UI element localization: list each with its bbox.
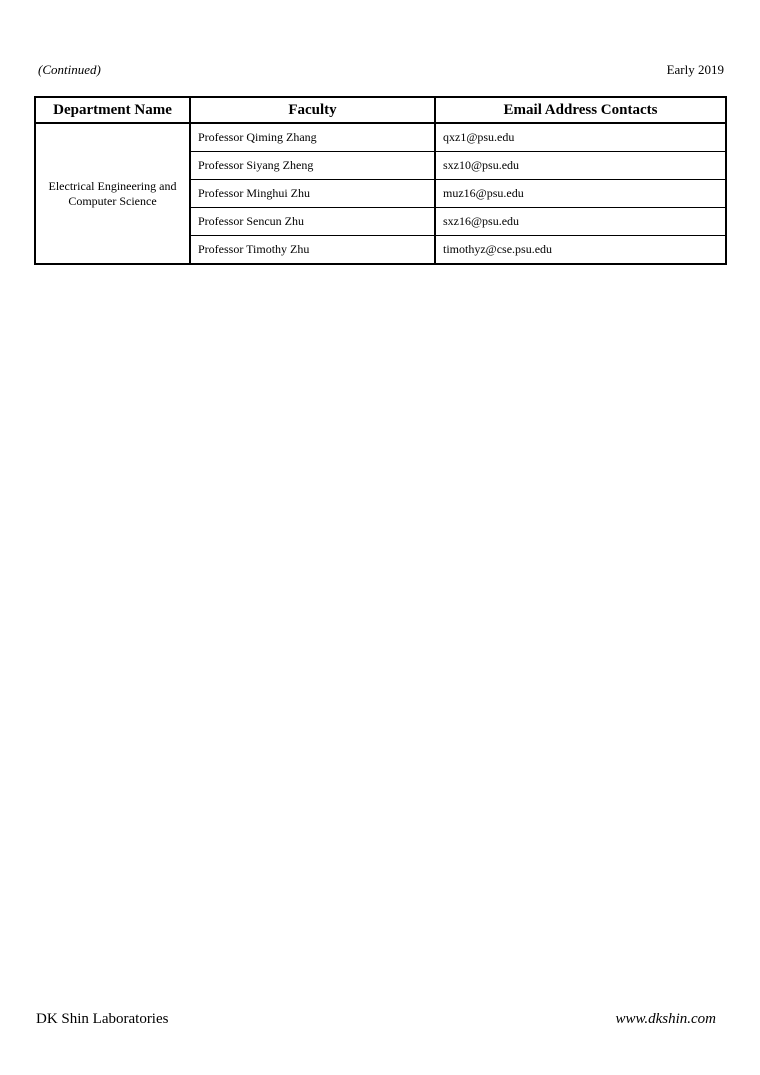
column-header-email: Email Address Contacts	[435, 97, 726, 123]
footer-organization: DK Shin Laboratories	[36, 1011, 169, 1027]
table-row	[35, 123, 726, 152]
column-header-faculty: Faculty	[190, 97, 435, 123]
email-cell[interactable]: sxz16@psu.edu	[435, 208, 726, 236]
email-cell[interactable]: muz16@psu.edu	[435, 180, 726, 208]
faculty-table-container	[34, 96, 725, 265]
footer-website-link[interactable]: www.dkshin.com	[615, 1011, 716, 1027]
faculty-table	[34, 96, 727, 265]
faculty-cell: Professor Sencun Zhu	[190, 208, 435, 236]
faculty-cell: Professor Qiming Zhang	[190, 123, 435, 152]
column-header-department: Department Name	[35, 97, 190, 123]
department-cell: Electrical Engineering and Computer Science	[35, 123, 190, 264]
table-header-row	[35, 97, 726, 123]
date-label: Early 2019	[666, 62, 724, 77]
continued-label: (Continued)	[38, 62, 101, 77]
faculty-cell: Professor Siyang Zheng	[190, 152, 435, 180]
email-cell[interactable]: sxz10@psu.edu	[435, 152, 726, 180]
faculty-cell: Professor Minghui Zhu	[190, 180, 435, 208]
email-cell[interactable]: timothyz@cse.psu.edu	[435, 236, 726, 265]
email-cell[interactable]: qxz1@psu.edu	[435, 123, 726, 152]
faculty-cell: Professor Timothy Zhu	[190, 236, 435, 265]
